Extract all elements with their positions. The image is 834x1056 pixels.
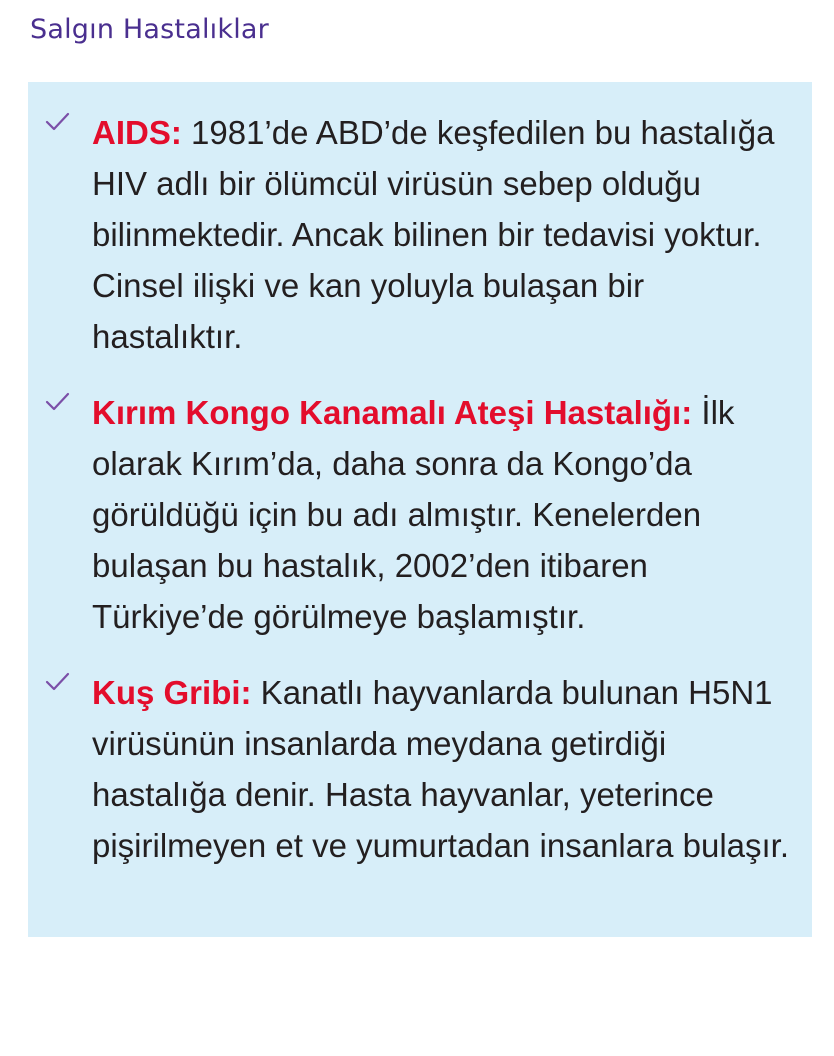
item-text: [92, 107, 802, 362]
info-box: [28, 82, 812, 937]
term-label: Kuş Gribi:: [92, 674, 252, 711]
term-label: Kırım Kongo Kanamalı Ateşi Hastalığı:: [92, 394, 693, 431]
term-description: İlk olarak Kırım’da, daha sonra da Kongo’da görüldüğü için bu adı almıştır. Kenelerden bulaşan bu hastalık, 2002’den itibaren Türkiye’de görülmeye başlamıştır.: [92, 394, 735, 635]
check-icon: [42, 107, 72, 137]
check-icon: [42, 667, 72, 697]
term-description: Kanatlı hayvanlarda bulunan H5N1 virüsünün insanlarda meydana getirdiği hastalığa denir. Hasta hayvanlar, yeterince pişirilmeyen et ve yumurtadan insanlara bulaşır.: [92, 674, 790, 864]
check-icon: [42, 387, 72, 417]
item-text: [92, 387, 802, 642]
section-title: Salgın Hastalıklar: [30, 14, 269, 45]
term-description: 1981’de ABD’de keşfedilen bu hastalığa HIV adlı bir ölümcül virüsün sebep olduğu bilinmektedir. Ancak bilinen bir tedavisi yoktur. Cinsel ilişki ve kan yoluyla bulaşan bir hastalıktır.: [92, 114, 775, 355]
item-text: [92, 667, 802, 871]
term-label: AIDS:: [92, 114, 182, 151]
